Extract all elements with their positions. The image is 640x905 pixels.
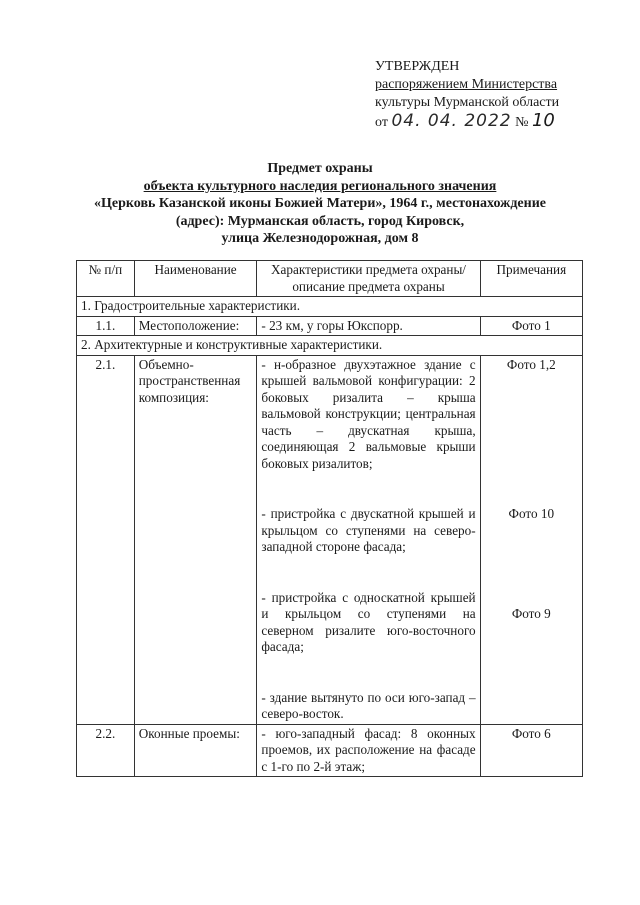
approval-date: 04. 04. 2022 (391, 111, 512, 131)
table-row (77, 355, 583, 724)
heading-title: Предмет охраны (267, 161, 373, 176)
row-number: 1.1. (77, 316, 135, 336)
approval-date-line (375, 112, 559, 132)
section-row (77, 336, 583, 356)
row-note: Фото 1 (480, 316, 582, 336)
row-description (257, 355, 480, 724)
approval-number: 10 (531, 110, 555, 131)
row-description: - 23 км, у горы Юкспорр. (257, 316, 480, 336)
approval-issuer-line1: распоряжением Министерства (375, 77, 558, 92)
row-name: Оконные проемы: (134, 724, 257, 777)
approval-stamp (375, 58, 559, 132)
heading-line-2: объекта культурного наследия регионального значения (143, 178, 497, 194)
header-notes: Примечания (480, 261, 582, 297)
description-item: - н-образное двухэтажное здание с крышей вальмовой конфигурации: 2 боковых ризалита – крыша вальмовой конструкции; центральная часть – двускатная крыша, соединяющая 2 вальмовые крыши боковых ризалитов; (261, 356, 476, 471)
note-item: Фото 10 (508, 506, 555, 521)
section-row (77, 297, 583, 317)
description-item: - здание вытянуто по оси юго-запад – северо-восток. (261, 689, 476, 721)
row-number: 2.2. (77, 724, 135, 777)
description-item: - пристройка с двускатной крышей и крыльцом со ступенями на северо-западной стороне фасада; (261, 506, 476, 554)
row-description: - юго-западный фасад: 8 оконных проемов, их расположение на фасаде с 1-го по 2-й этаж; (257, 724, 480, 777)
heading-line-5: улица Железнодорожная, дом 8 (221, 231, 419, 246)
description-item: - пристройка с односкатной крышей и крыльцом со ступенями на северном ризалите юго-восточного фасада; (261, 589, 476, 654)
approval-from-label: от (375, 115, 388, 130)
header-name: Наименование (134, 261, 257, 297)
approval-issuer-line2: культуры Мурманской области (375, 95, 560, 110)
row-note (480, 355, 582, 724)
heading-line-4: (адрес): Мурманская область, город Кировск, (175, 213, 465, 229)
table-row (77, 316, 583, 336)
header-number: № п/п (77, 261, 135, 297)
row-name: Местоположение: (134, 316, 257, 336)
approval-number-label: № (515, 115, 529, 130)
note-item: Фото 9 (511, 605, 551, 621)
approval-title: УТВЕРЖДЕН (375, 59, 460, 74)
section-title: 1. Градостроительные характеристики. (77, 297, 583, 317)
table-row (77, 724, 583, 777)
protection-subject-table (76, 260, 583, 777)
document-heading (60, 160, 580, 248)
table-header-row (77, 261, 583, 297)
note-item: Фото 1,2 (506, 356, 556, 372)
header-description: Характеристики предмета охраны/ описание предмета охраны (257, 261, 480, 297)
row-number: 2.1. (77, 355, 135, 724)
row-note: Фото 6 (480, 724, 582, 777)
row-name: Объемно-пространственная композиция: (134, 355, 257, 724)
section-title: 2. Архитектурные и конструктивные характеристики. (77, 336, 583, 356)
heading-line-3: «Церковь Казанской иконы Божией Матери», 1964 г., местонахождение (94, 196, 546, 211)
